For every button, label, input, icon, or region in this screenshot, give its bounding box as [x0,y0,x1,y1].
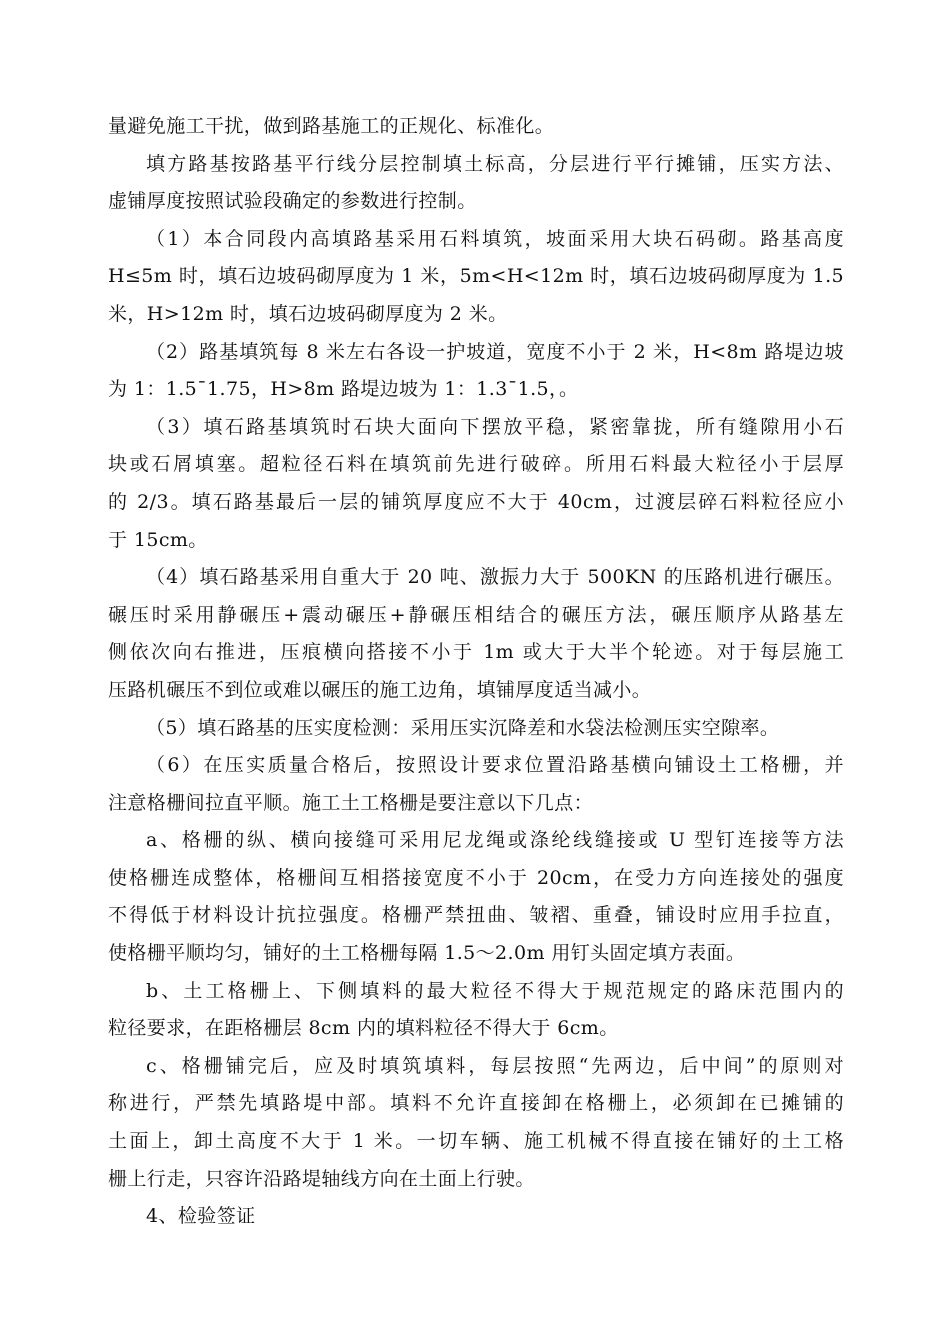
text-line: （4）填石路基采用自重大于 20 吨、激振力大于 500KN 的压路机进行碾压。 [146,566,844,589]
text-line: 虚铺厚度按照试验段确定的参数进行控制。 [108,190,477,213]
text-line: 使格栅连成整体，格栅间互相搭接宽度不小于 20cm，在受力方向连接处的强度 [108,866,844,889]
text-line: a、格栅的纵、横向接缝可采用尼龙绳或涤纶线缝接或 U 型钉连接等方法 [146,829,844,852]
text-line: （5）填石路基的压实度检测：采用压实沉降差和水袋法检测压实空隙率。 [146,716,780,739]
paragraph [108,1048,844,1198]
text-line: 土面上，卸土高度不大于 1 米。一切车辆、施工机械不得直接在铺好的土工格 [108,1130,844,1153]
paragraph [108,559,844,709]
text-line: （1）本合同段内高填路基采用石料填筑，坡面采用大块石码砌。路基高度 [146,227,844,250]
paragraph [108,973,844,1048]
text-line: 粒径要求，在距格栅层 8cm 内的填料粒径不得大于 6cm。 [108,1017,619,1040]
text-line: 侧依次向右推进，压痕横向搭接不小于 1m 或大于大半个轮迹。对于每层施工 [108,641,844,664]
text-line: 米，H>12m 时，填石边坡码砌厚度为 2 米。 [108,302,508,325]
text-line: 的 2/3。填石路基最后一层的铺筑厚度应不大于 40cm，过渡层碎石料粒径应小 [108,490,844,513]
text-line: 不得低于材料设计抗拉强度。格栅严禁扭曲、皱褶、重叠，铺设时应用手拉直， [108,904,844,927]
text-line: 于 15cm。 [108,528,208,551]
text-line: 称进行，严禁先填路堤中部。填料不允许直接卸在格栅上，必须卸在已摊铺的 [108,1092,844,1115]
text-line: 块或石屑填塞。超粒径石料在填筑前先进行破碎。所用石料最大粒径小于层厚 [108,453,844,476]
text-line: 4、检验签证 [146,1205,256,1228]
text-line: 注意格栅间拉直平顺。施工土工格栅是要注意以下几点： [108,791,594,814]
paragraph [108,146,844,221]
text-line: 碾压时采用静碾压+震动碾压+静碾压相结合的碾压方法，碾压顺序从路基左 [108,603,844,626]
paragraph [108,822,844,972]
text-line: H≤5m 时，填石边坡码砌厚度为 1 米，5m<H<12m 时，填石边坡码砌厚度为 1.5 [108,265,844,288]
document-body [108,108,844,1236]
paragraph [108,409,844,559]
text-line: 使格栅平顺均匀，铺好的土工格栅每隔 1.5～2.0m 用钉头固定填方表面。 [108,942,746,965]
text-line: （3）填石路基填筑时石块大面向下摆放平稳，紧密靠拢，所有缝隙用小石 [146,415,844,438]
text-line: b、土工格栅上、下侧填料的最大粒径不得大于规范规定的路床范围内的 [146,979,844,1002]
text-line: 为 1：1.5¯1.75，H>8m 路堤边坡为 1：1.3¯1.5，。 [108,378,579,401]
text-line: c、格栅铺完后，应及时填筑填料，每层按照“先两边，后中间”的原则对 [146,1054,844,1077]
text-line: 量避免施工干扰，做到路基施工的正规化、标准化。 [108,115,555,137]
text-line: 栅上行走，只容许沿路堤轴线方向在土面上行驶。 [108,1167,535,1190]
paragraph [108,1198,844,1236]
text-line: （6）在压实质量合格后，按照设计要求位置沿路基横向铺设土工格栅，并 [146,754,844,777]
paragraph [108,710,844,748]
paragraph [108,334,844,409]
text-line: 压路机碾压不到位或难以碾压的施工边角，填铺厚度适当减小。 [108,678,652,701]
paragraph [108,108,844,146]
paragraph [108,221,844,334]
text-line: （2）路基填筑每 8 米左右各设一护坡道，宽度不小于 2 米，H<8m 路堤边坡 [146,340,844,363]
paragraph [108,747,844,822]
text-line: 填方路基按路基平行线分层控制填土标高，分层进行平行摊铺，压实方法、 [146,152,844,175]
